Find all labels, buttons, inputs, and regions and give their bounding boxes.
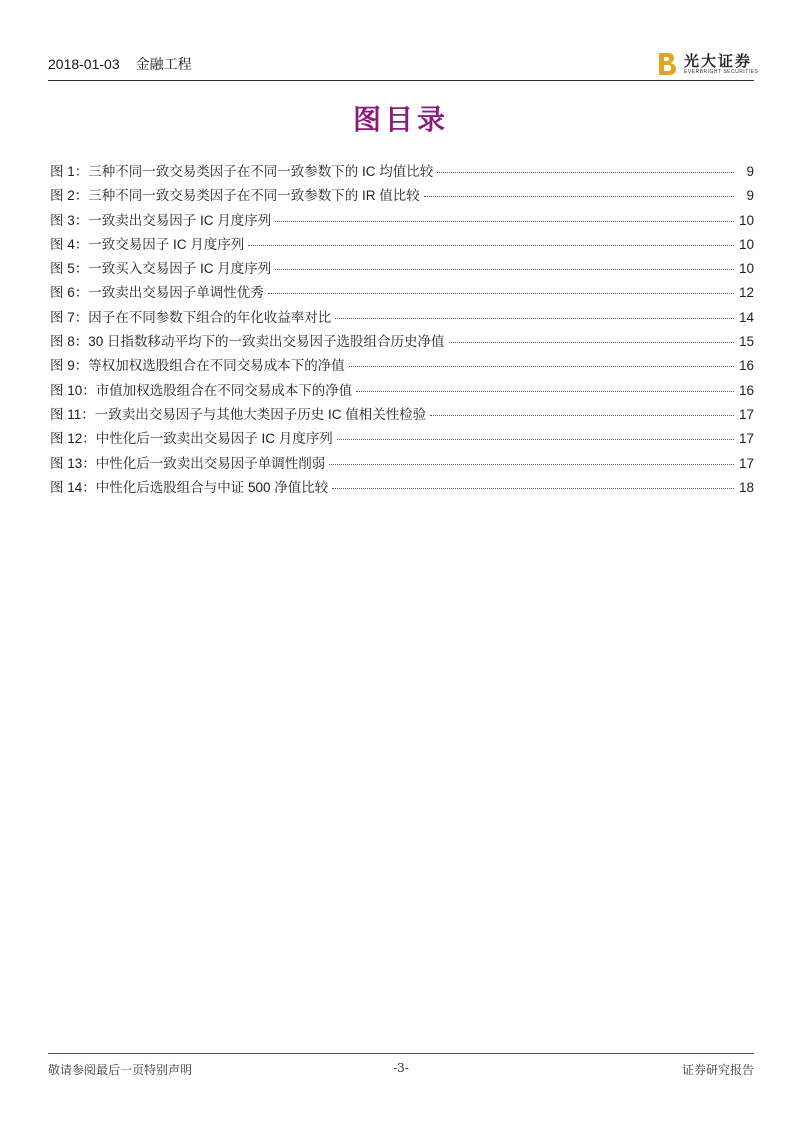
toc-entry-label[interactable]: 图 11：一致卖出交易因子与其他大类因子历史 IC 值相关性检验 [50,406,427,422]
report-date: 2018-01-03 [48,56,120,72]
toc-leader-dots [275,269,734,270]
toc-entry-page[interactable]: 9 [746,164,754,179]
header-info [48,54,192,74]
toc-entry[interactable] [50,160,754,184]
toc-leader-dots [268,293,734,294]
toc-entry-label[interactable]: 图 8：30 日指数移动平均下的一致卖出交易因子选股组合历史净值 [50,334,445,350]
page-header [48,44,759,80]
toc-entry[interactable] [50,354,754,378]
toc-leader-dots [248,245,734,246]
toc-leader-dots [332,488,734,489]
page-title: 图目录 [352,103,449,136]
toc-leader-dots [335,318,734,319]
toc-entry-label[interactable]: 图 7：因子在不同参数下组合的年化收益率对比 [50,309,332,325]
toc-entry-page[interactable]: 17 [738,455,754,471]
everbright-logo [656,50,759,78]
page-footer [48,1061,754,1079]
toc-entry[interactable] [50,184,754,208]
toc-entry-page[interactable]: 12 [738,285,754,301]
toc-entry-label[interactable]: 图 6：一致卖出交易因子单调性优秀 [50,285,264,301]
toc-entry-label[interactable]: 图 1：三种不同一致交易类因子在不同一致参数下的 IC 均值比较 [50,164,434,179]
toc-entry-label[interactable]: 图 14：中性化后选股组合与中证 500 净值比较 [50,479,329,495]
toc-leader-dots [349,366,734,367]
toc-entry[interactable] [50,330,754,354]
toc-leader-dots [356,391,734,392]
toc-leader-dots [275,221,734,222]
toc-entry-label[interactable]: 图 9：等权加权选股组合在不同交易成本下的净值 [50,358,345,374]
report-category: 金融工程 [135,56,192,72]
toc-leader-dots [449,342,734,343]
toc-leader-dots [430,415,734,416]
footer-disclaimer: 敬请参阅最后一页特别声明 [48,1063,193,1077]
header-divider [48,80,754,81]
toc-entry[interactable] [50,476,754,500]
toc-entry-page[interactable]: 16 [738,382,754,398]
toc-leader-dots [337,439,734,440]
toc-entry[interactable] [50,452,754,476]
toc-entry-label[interactable]: 图 13：中性化后一致卖出交易因子单调性削弱 [50,455,326,471]
toc-entry-page[interactable]: 17 [738,406,754,422]
toc-entry[interactable] [50,306,754,330]
toc-entry-label[interactable]: 图 10：市值加权选股组合在不同交易成本下的净值 [50,382,353,398]
toc-entry-page[interactable]: 9 [746,188,754,204]
toc-entry[interactable] [50,379,754,403]
toc-entry[interactable] [50,281,754,305]
toc-leader-dots [329,464,734,465]
toc-entry-page[interactable]: 15 [738,334,754,350]
toc-entry-label[interactable]: 图 2：三种不同一致交易类因子在不同一致参数下的 IR 值比较 [50,188,420,204]
toc-entry-page[interactable]: 10 [738,236,754,252]
toc-entry-page[interactable]: 17 [738,431,754,447]
toc-entry[interactable] [50,209,754,233]
logo-text-en: EVERBRIGHT SECURITIES [684,69,759,75]
toc-entry[interactable] [50,403,754,427]
logo-text-cn: 光大证券 [684,52,753,70]
footer-divider [48,1053,754,1054]
toc-entry-page[interactable]: 18 [738,479,754,495]
toc-entry[interactable] [50,427,754,451]
toc-entry-page[interactable]: 10 [738,212,754,228]
everbright-logo-mark-icon [656,52,678,76]
toc-leader-dots [424,196,734,197]
footer-report-type: 证券研究报告 [681,1063,754,1077]
toc-entry-page[interactable]: 14 [738,309,754,325]
toc-entry[interactable] [50,257,754,281]
figure-table-of-contents [50,160,754,500]
toc-entry-page[interactable]: 10 [738,261,754,277]
toc-leader-dots [437,172,734,173]
toc-entry-label[interactable]: 图 3：一致卖出交易因子 IC 月度序列 [50,212,272,228]
toc-entry-label[interactable]: 图 12：中性化后一致卖出交易因子 IC 月度序列 [50,431,333,447]
toc-entry-label[interactable]: 图 5：一致买入交易因子 IC 月度序列 [50,261,272,277]
toc-entry-label[interactable]: 图 4：一致交易因子 IC 月度序列 [50,236,245,252]
toc-entry-page[interactable]: 16 [738,358,754,374]
toc-entry[interactable] [50,233,754,257]
page-number: -3- [393,1061,409,1075]
